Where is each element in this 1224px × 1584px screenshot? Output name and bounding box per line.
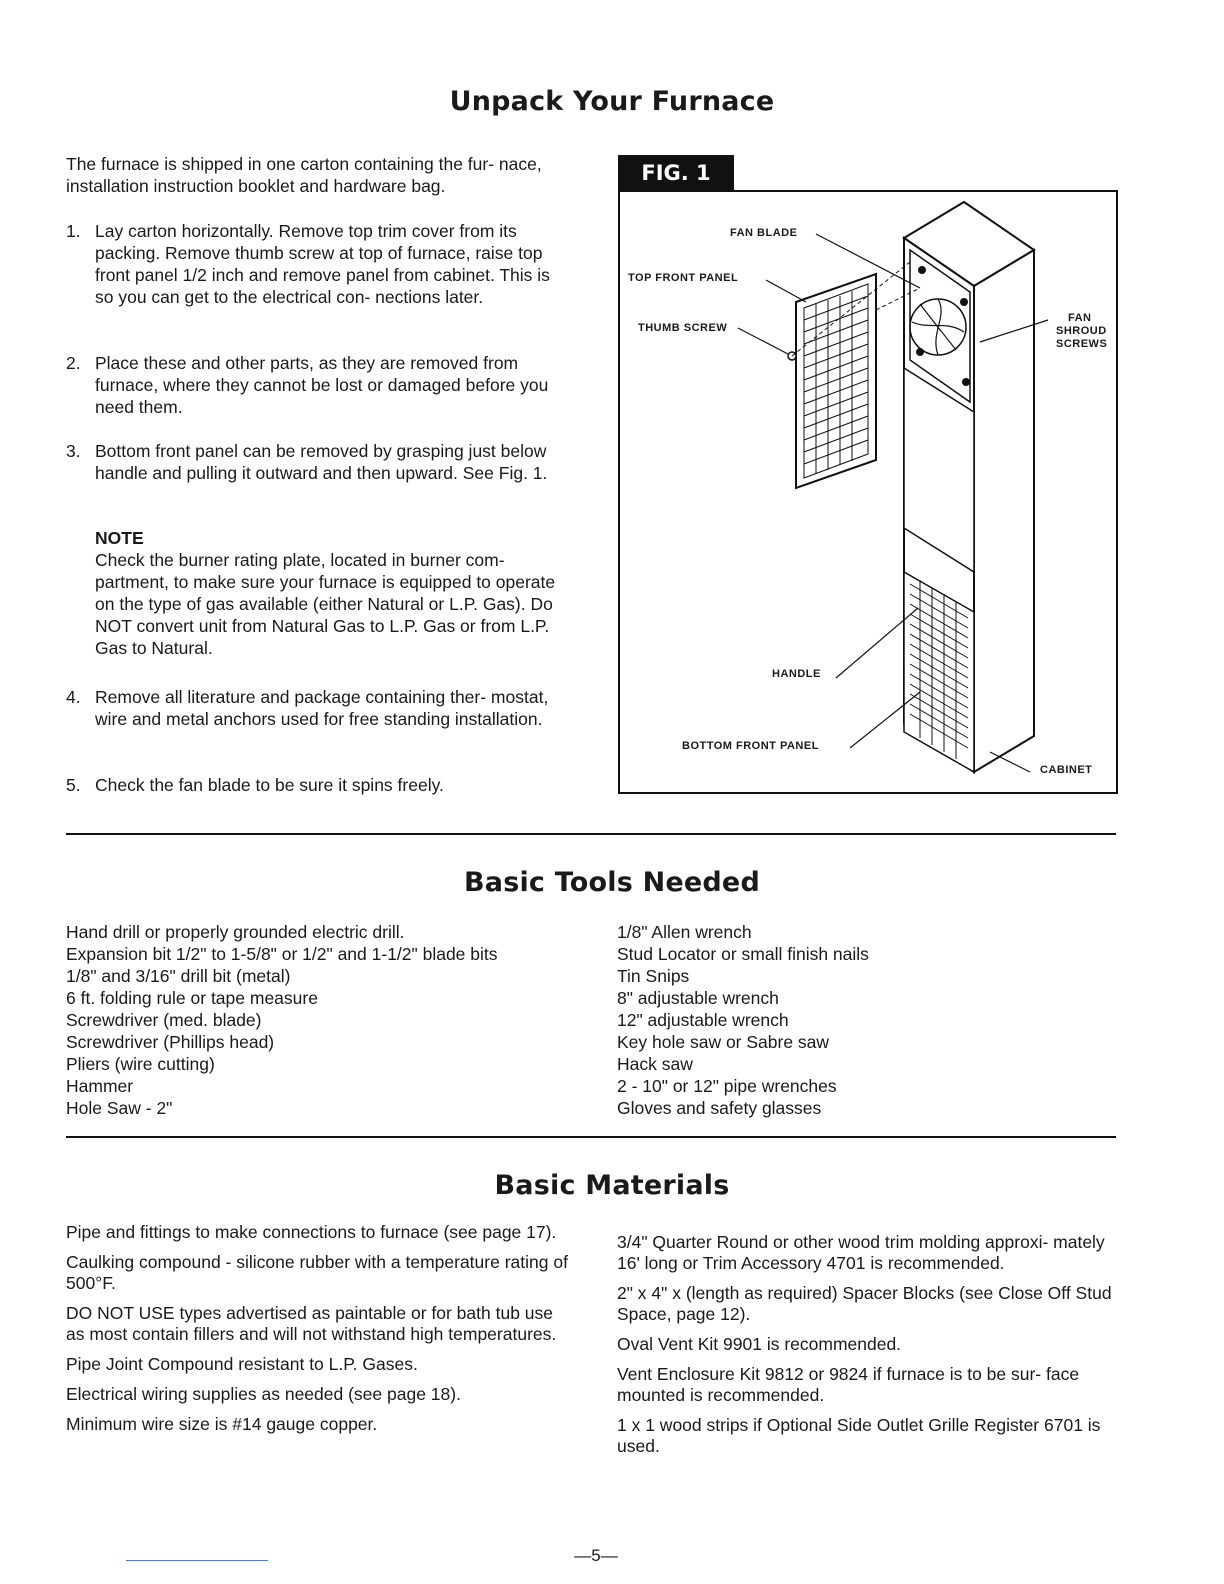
label-cabinet: CABINET — [1040, 764, 1093, 776]
step-number: 2. — [66, 353, 81, 373]
label-top-front-panel: TOP FRONT PANEL — [628, 272, 739, 284]
material-item: 2" x 4" x (length as required) Spacer Blocks (see Close Off Stud Space, page 12). — [617, 1283, 1112, 1324]
materials-list-right — [617, 1232, 1117, 1466]
note-heading: NOTE — [95, 528, 144, 548]
tool-item: 12" adjustable wrench — [617, 1010, 789, 1030]
step-number: 5. — [66, 775, 81, 795]
label-handle: HANDLE — [772, 668, 821, 680]
tools-list-left — [66, 921, 586, 1119]
step-number: 1. — [66, 221, 81, 241]
materials-list-left — [66, 1222, 571, 1444]
divider — [66, 833, 1116, 835]
tools-list-right — [617, 921, 1117, 1119]
step-3 — [66, 440, 571, 484]
step-number: 3. — [66, 441, 81, 461]
tool-item: Key hole saw or Sabre saw — [617, 1032, 830, 1052]
step-5 — [66, 774, 571, 796]
note-block — [95, 527, 571, 659]
material-item: Vent Enclosure Kit 9812 or 9824 if furnace is to be sur- face mounted is recommended. — [617, 1364, 1080, 1405]
material-item: DO NOT USE types advertised as paintable or for bath tub use as most contain fillers and will not withstand high temperatures. — [66, 1303, 557, 1344]
material-item: Pipe and fittings to make connections to furnace (see page 17). — [66, 1222, 557, 1242]
label-bottom-front-panel: BOTTOM FRONT PANEL — [682, 740, 819, 752]
step-text: Remove all literature and package containing ther- mostat, wire and metal anchors used for free standing installation. — [95, 687, 549, 729]
page-number: —5— — [574, 1546, 618, 1565]
tool-item: Screwdriver (Phillips head) — [66, 1032, 275, 1052]
step-4 — [66, 686, 571, 730]
tool-item: Pliers (wire cutting) — [66, 1054, 215, 1074]
step-number: 4. — [66, 687, 81, 707]
figure-1 — [618, 190, 1118, 794]
label-fan-shroud-screws-2: SHROUD — [1056, 325, 1107, 337]
step-text: Place these and other parts, as they are removed from furnace, where they cannot be lost or damaged before you need them. — [95, 353, 549, 417]
label-fan-shroud-screws-3: SCREWS — [1056, 338, 1108, 350]
label-fan-blade: FAN BLADE — [730, 227, 798, 239]
tool-item: Expansion bit 1/2" to 1-5/8" or 1/2" and 1-1/2" blade bits — [66, 944, 498, 964]
note-text: Check the burner rating plate, located in burner com- partment, to make sure your furnace is equipped to operate on the type of gas available (either Natural or L.P. Gas). Do NOT convert unit from Natural Gas to L.P. Gas or from L.P. Gas to Natural. — [95, 550, 556, 658]
material-item: Electrical wiring supplies as needed (see page 18). — [66, 1384, 461, 1404]
step-text: Check the fan blade to be sure it spins freely. — [95, 775, 444, 795]
material-item: Oval Vent Kit 9901 is recommended. — [617, 1334, 902, 1354]
divider — [66, 1136, 1116, 1138]
step-2 — [66, 352, 571, 418]
tool-item: 1/8" Allen wrench — [617, 922, 752, 942]
tool-item: Gloves and safety glasses — [617, 1098, 822, 1118]
tool-item: Hammer — [66, 1076, 134, 1096]
tool-item: Hand drill or properly grounded electric drill. — [66, 922, 405, 942]
material-item: Minimum wire size is #14 gauge copper. — [66, 1414, 378, 1434]
tool-item: 6 ft. folding rule or tape measure — [66, 988, 318, 1008]
material-item: 1 x 1 wood strips if Optional Side Outlet Grille Register 6701 is used. — [617, 1415, 1101, 1456]
step-text: Bottom front panel can be removed by grasping just below handle and pulling it outward and then upward. See Fig. 1. — [95, 441, 548, 483]
tool-item: 8" adjustable wrench — [617, 988, 779, 1008]
material-item: Pipe Joint Compound resistant to L.P. Gases. — [66, 1354, 418, 1374]
tool-item: Hack saw — [617, 1054, 693, 1074]
tool-item: Hole Saw - 2" — [66, 1098, 173, 1118]
label-thumb-screw: THUMB SCREW — [638, 322, 728, 334]
tool-item: Screwdriver (med. blade) — [66, 1010, 262, 1030]
figure-tab: FIG. 1 — [618, 155, 734, 191]
tool-item: Stud Locator or small finish nails — [617, 944, 869, 964]
unpack-intro: The furnace is shipped in one carton containing the fur- nace, installation instruction booklet and hardware bag. — [66, 154, 542, 196]
label-fan-shroud-screws-1: FAN — [1068, 312, 1092, 324]
step-1 — [66, 220, 571, 308]
material-item: Caulking compound - silicone rubber with a temperature rating of 500°F. — [66, 1252, 568, 1293]
step-text: Lay carton horizontally. Remove top trim cover from its packing. Remove thumb screw at top of furnace, raise top front panel 1/2 inch and remove panel from cabinet. This is so you can get to the electrical con- nections later. — [95, 221, 550, 307]
footer-rule — [126, 1560, 268, 1561]
tool-item: 1/8" and 3/16" drill bit (metal) — [66, 966, 291, 986]
material-item: 3/4" Quarter Round or other wood trim molding approxi- mately 16' long or Trim Accessory 4701 is recommended. — [617, 1232, 1105, 1273]
materials-title: Basic Materials — [494, 1170, 730, 1201]
tool-item: 2 - 10" or 12" pipe wrenches — [617, 1076, 837, 1096]
tools-title: Basic Tools Needed — [464, 867, 760, 898]
tool-item: Tin Snips — [617, 966, 690, 986]
unpack-title: Unpack Your Furnace — [449, 86, 775, 117]
